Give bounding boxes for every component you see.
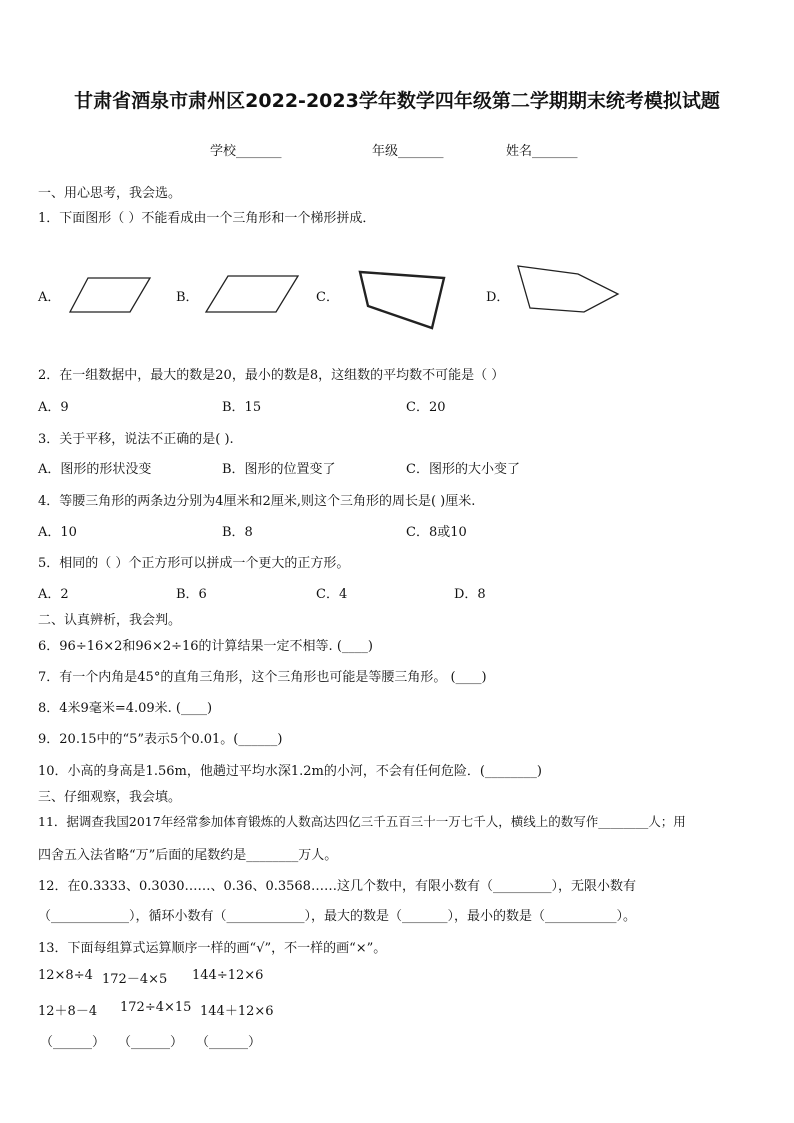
question-2: 2．在一组数据中，最大的数是20，最小的数是8，这组数的平均数不可能是（ ） bbox=[38, 368, 505, 383]
name-field: 姓名_______ bbox=[506, 144, 578, 159]
q5-option-c: C．4 bbox=[316, 587, 348, 602]
grade-field: 年级_______ bbox=[372, 144, 444, 159]
question-11-line-2: 四舍五入法省略“万”后面的尾数约是________万人。 bbox=[38, 848, 338, 863]
q1-quadrilateral-c bbox=[358, 268, 448, 332]
q4-option-a: A．10 bbox=[38, 525, 77, 540]
q1-pentagon-d bbox=[512, 264, 622, 316]
school-field: 学校_______ bbox=[210, 144, 282, 159]
section-3-heading: 三、仔细观察，我会填。 bbox=[38, 790, 182, 805]
question-1: 1．下面图形（ ）不能看成由一个三角形和一个梯形拼成． bbox=[38, 211, 376, 226]
question-11-line-1: 11．据调查我国2017年经常参加体育锻炼的人数高达四亿三千五百三十一万七千人，横线上的数写作________人；用 bbox=[38, 814, 686, 829]
q4-option-c: C．8或10 bbox=[406, 525, 467, 540]
q13-answer-blank-3[interactable]: （______） bbox=[196, 1035, 262, 1050]
q1-option-b-label: B． bbox=[176, 290, 199, 305]
question-6: 6．96÷16×2和96×2÷16的计算结果一定不相等. (____) bbox=[38, 639, 373, 654]
question-9: 9．20.15中的“5”表示5个0.01。(______) bbox=[38, 732, 283, 747]
q1-option-a-label: A． bbox=[38, 290, 61, 305]
q13-expr-2b: 172÷4×15 bbox=[120, 1000, 192, 1015]
question-13: 13．下面每组算式运算顺序一样的画“√”，不一样的画“×”。 bbox=[38, 941, 387, 956]
q13-expr-1b: 12＋8－4 bbox=[38, 1004, 98, 1019]
question-5: 5．相同的（ ）个正方形可以拼成一个更大的正方形。 bbox=[38, 556, 350, 571]
question-12-line-2: （____________），循环小数有（____________），最大的数是（_______），最小的数是（___________）。 bbox=[38, 909, 637, 924]
q2-option-a: A．9 bbox=[38, 400, 69, 415]
q1-parallelogram-b bbox=[204, 274, 300, 314]
q1-option-d-label: D． bbox=[486, 290, 510, 305]
question-7: 7．有一个内角是45°的直角三角形，这个三角形也可能是等腰三角形。 (____) bbox=[38, 670, 487, 685]
question-10: 10．小高的身高是1.56m，他趟过平均水深1.2m的小河，不会有任何危险．(________) bbox=[38, 764, 542, 779]
question-4: 4．等腰三角形的两条边分别为4厘米和2厘米,则这个三角形的周长是( )厘米. bbox=[38, 494, 476, 509]
q5-option-a: A．2 bbox=[38, 587, 69, 602]
q1-option-c-label: C． bbox=[316, 290, 339, 305]
q1-parallelogram-a bbox=[68, 276, 152, 314]
q13-answer-blank-2[interactable]: （______） bbox=[118, 1035, 184, 1050]
q3-option-c: C．图形的大小变了 bbox=[406, 462, 520, 477]
q13-expr-3a: 144÷12×6 bbox=[192, 968, 264, 983]
q4-option-b: B．8 bbox=[222, 525, 253, 540]
q13-expr-3b: 144＋12×6 bbox=[200, 1004, 274, 1019]
q5-option-b: B．6 bbox=[176, 587, 207, 602]
question-3: 3．关于平移，说法不正确的是( ). bbox=[38, 432, 234, 447]
question-8: 8．4米9毫米=4.09米. (____) bbox=[38, 701, 213, 716]
section-2-heading: 二、认真辨析，我会判。 bbox=[38, 613, 182, 628]
q13-answer-blank-1[interactable]: （______） bbox=[40, 1035, 106, 1050]
q13-expr-2a: 172－4×5 bbox=[102, 972, 168, 987]
q2-option-c: C．20 bbox=[406, 400, 446, 415]
section-1-heading: 一、用心思考，我会选。 bbox=[38, 186, 182, 201]
question-12-line-1: 12．在0.3333、0.3030……、0.36、0.3568……这几个数中，有限小数有（_________），无限小数有 bbox=[38, 879, 636, 894]
page-title: 甘肃省酒泉市肃州区2022-2023学年数学四年级第二学期期末统考模拟试题 bbox=[74, 90, 720, 112]
q3-option-a: A．图形的形状没变 bbox=[38, 462, 152, 477]
q3-option-b: B．图形的位置变了 bbox=[222, 462, 336, 477]
q13-expr-1a: 12×8÷4 bbox=[38, 968, 93, 983]
q5-option-d: D．8 bbox=[454, 587, 486, 602]
q2-option-b: B．15 bbox=[222, 400, 262, 415]
